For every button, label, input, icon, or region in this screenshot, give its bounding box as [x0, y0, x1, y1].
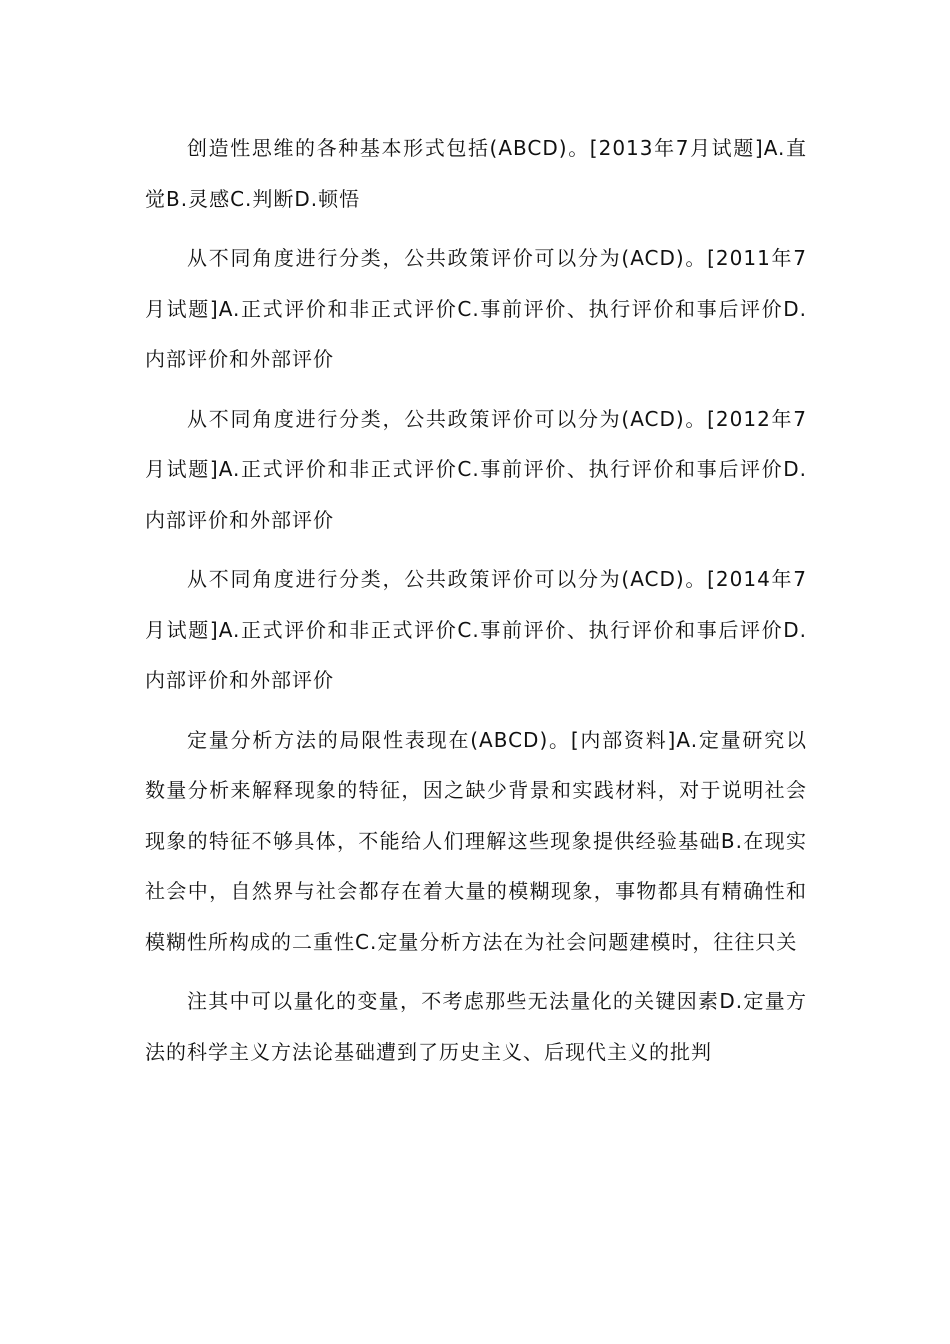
paragraph-policy-evaluation-2014: 从不同角度进行分类，公共政策评价可以分为(ACD)。[2014年7月试题]A.正式评价和非正式评价C.事前评价、执行评价和事后评价D.内部评价和外部评价 [145, 567, 807, 692]
paragraph-policy-evaluation-2011: 从不同角度进行分类，公共政策评价可以分为(ACD)。[2011年7月试题]A.正式评价和非正式评价C.事前评价、执行评价和事后评价D.内部评价和外部评价 [145, 246, 807, 371]
paragraph-quantitative-limitations-continued: 注其中可以量化的变量，不考虑那些无法量化的关键因素D.定量方法的科学主义方法论基础遭到了历史主义、后现代主义的批判 [145, 989, 807, 1064]
document-page [145, 123, 807, 1086]
paragraph-quantitative-limitations: 定量分析方法的局限性表现在(ABCD)。[内部资料]A.定量研究以数量分析来解释现象的特征，因之缺少背景和实践材料，对于说明社会现象的特征不够具体，不能给人们理解这些现象提供经验基础B.在现实社会中，自然界与社会都存在着大量的模糊现象，事物都具有精确性和模糊性所构成的二重性C.定量分析方法在为社会问题建模时，往往只关 [145, 727, 807, 954]
paragraph-creative-thinking: 创造性思维的各种基本形式包括(ABCD)。[2013年7月试题]A.直觉B.灵感C.判断D.顿悟 [145, 136, 807, 211]
paragraph-policy-evaluation-2012: 从不同角度进行分类，公共政策评价可以分为(ACD)。[2012年7月试题]A.正式评价和非正式评价C.事前评价、执行评价和事后评价D.内部评价和外部评价 [145, 406, 807, 532]
